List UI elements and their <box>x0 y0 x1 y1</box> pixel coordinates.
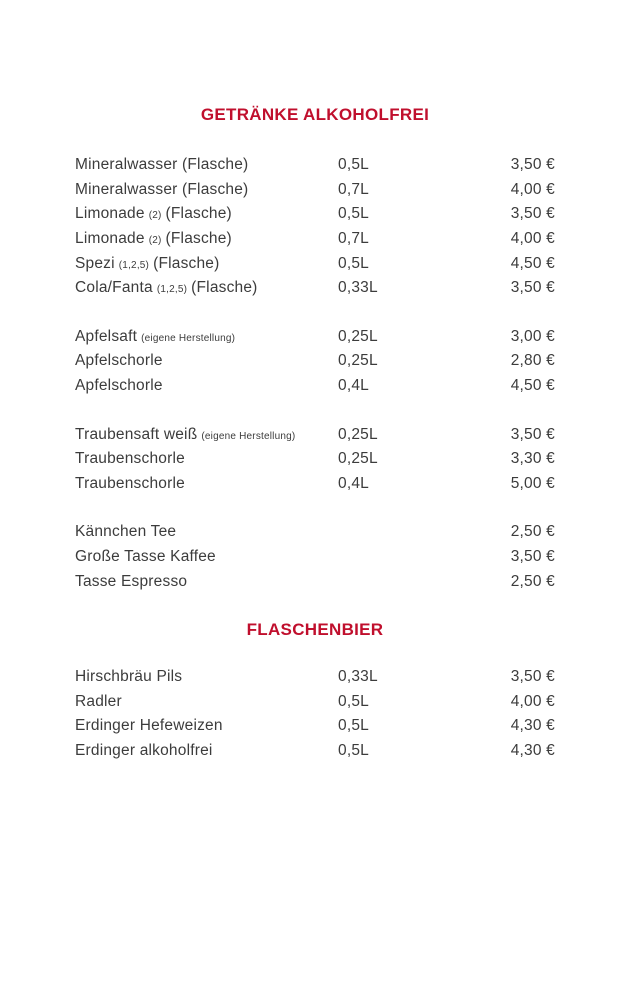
menu-item-row <box>75 520 555 545</box>
item-size: 0,25L <box>338 450 378 468</box>
item-size: 0,25L <box>338 327 378 345</box>
menu-item-row <box>75 714 555 739</box>
item-size: 0,4L <box>338 474 369 492</box>
menu-item-row <box>75 153 555 178</box>
item-name: Spezi <box>75 254 115 272</box>
item-note: (1,2,5) <box>156 284 188 296</box>
item-price: 5,00 € <box>510 474 555 492</box>
menu-item-row <box>75 251 555 276</box>
item-size: 0,5L <box>338 741 369 759</box>
menu-item-row <box>75 690 555 715</box>
item-price: 4,50 € <box>510 254 555 272</box>
menu-item-row <box>75 665 555 690</box>
menu-group-wasser-limo <box>75 153 555 301</box>
item-name: Traubenschorle <box>75 450 185 468</box>
item-note: (2) <box>148 210 162 222</box>
section-title-flaschenbier: FLASCHENBIER <box>246 619 384 639</box>
item-price: 3,50 € <box>510 668 555 686</box>
item-name: Radler <box>75 692 122 710</box>
item-price: 4,00 € <box>510 180 555 198</box>
item-name: Hirschbräu Pils <box>75 668 183 686</box>
menu-group-heissgetraenke <box>75 520 555 594</box>
menu-item-row <box>75 545 555 570</box>
item-size: 0,4L <box>338 377 369 395</box>
menu-item-row <box>75 374 555 399</box>
item-size: 0,5L <box>338 692 369 710</box>
menu-item-row <box>75 276 555 301</box>
item-name: Limonade <box>75 205 145 223</box>
menu-item-row <box>75 422 555 447</box>
item-price: 2,50 € <box>510 572 555 590</box>
menu-group-apfel <box>75 325 555 399</box>
item-name: Tasse Espresso <box>75 572 188 590</box>
item-size: 0,5L <box>338 156 369 174</box>
item-name: Große Tasse Kaffee <box>75 548 216 566</box>
item-note: (eigene Herstellung) <box>141 332 236 344</box>
item-size: 0,5L <box>338 717 369 735</box>
item-suffix: (Flasche) <box>165 230 232 248</box>
item-size: 0,33L <box>338 668 378 686</box>
item-price: 2,80 € <box>510 352 555 370</box>
item-price: 2,50 € <box>510 523 555 541</box>
item-name: Traubensaft weiß <box>75 425 198 443</box>
menu-item-row <box>75 202 555 227</box>
menu-group-bier <box>75 665 555 763</box>
section-title-getraenke-alkoholfrei: GETRÄNKE ALKOHOLFREI <box>200 105 430 124</box>
item-price: 4,30 € <box>510 741 555 759</box>
item-name: Apfelschorle <box>75 352 163 370</box>
menu-item-row <box>75 227 555 252</box>
item-name: Apfelsaft <box>75 327 138 345</box>
item-price: 3,30 € <box>510 450 555 468</box>
item-price: 3,50 € <box>510 156 555 174</box>
item-name: Erdinger alkoholfrei <box>75 741 213 759</box>
menu-item-row <box>75 569 555 594</box>
item-price: 4,00 € <box>510 692 555 710</box>
item-name: Cola/Fanta <box>75 279 153 297</box>
menu-group-trauben <box>75 422 555 496</box>
item-name: Kännchen Tee <box>75 523 177 541</box>
item-price: 3,50 € <box>510 279 555 297</box>
menu-item-row <box>75 739 555 764</box>
item-price: 3,50 € <box>510 205 555 223</box>
menu-item-row <box>75 178 555 203</box>
item-name: Apfelschorle <box>75 377 163 395</box>
item-suffix: (Flasche) <box>191 279 258 297</box>
menu-item-row <box>75 472 555 497</box>
item-size: 0,33L <box>338 279 378 297</box>
item-price: 3,50 € <box>510 548 555 566</box>
item-size: 0,5L <box>338 205 369 223</box>
item-name: Mineralwasser (Flasche) <box>75 180 249 198</box>
item-price: 4,30 € <box>510 717 555 735</box>
item-size: 0,7L <box>338 180 369 198</box>
item-name: Traubenschorle <box>75 474 185 492</box>
item-note: (1,2,5) <box>118 259 150 271</box>
item-size: 0,25L <box>338 352 378 370</box>
item-name: Erdinger Hefeweizen <box>75 717 223 735</box>
item-price: 3,50 € <box>510 425 555 443</box>
item-price: 3,00 € <box>510 327 555 345</box>
item-name: Limonade <box>75 230 145 248</box>
item-note: (2) <box>148 235 162 247</box>
item-name: Mineralwasser (Flasche) <box>75 156 249 174</box>
item-price: 4,50 € <box>510 377 555 395</box>
item-note: (eigene Herstellung) <box>201 430 296 442</box>
menu-item-row <box>75 325 555 350</box>
item-size: 0,5L <box>338 254 369 272</box>
item-size: 0,7L <box>338 230 369 248</box>
menu-item-row <box>75 349 555 374</box>
item-suffix: (Flasche) <box>165 205 232 223</box>
item-price: 4,00 € <box>510 230 555 248</box>
menu-item-row <box>75 447 555 472</box>
menu-page <box>0 104 634 1000</box>
item-size: 0,25L <box>338 425 378 443</box>
item-suffix: (Flasche) <box>153 254 220 272</box>
